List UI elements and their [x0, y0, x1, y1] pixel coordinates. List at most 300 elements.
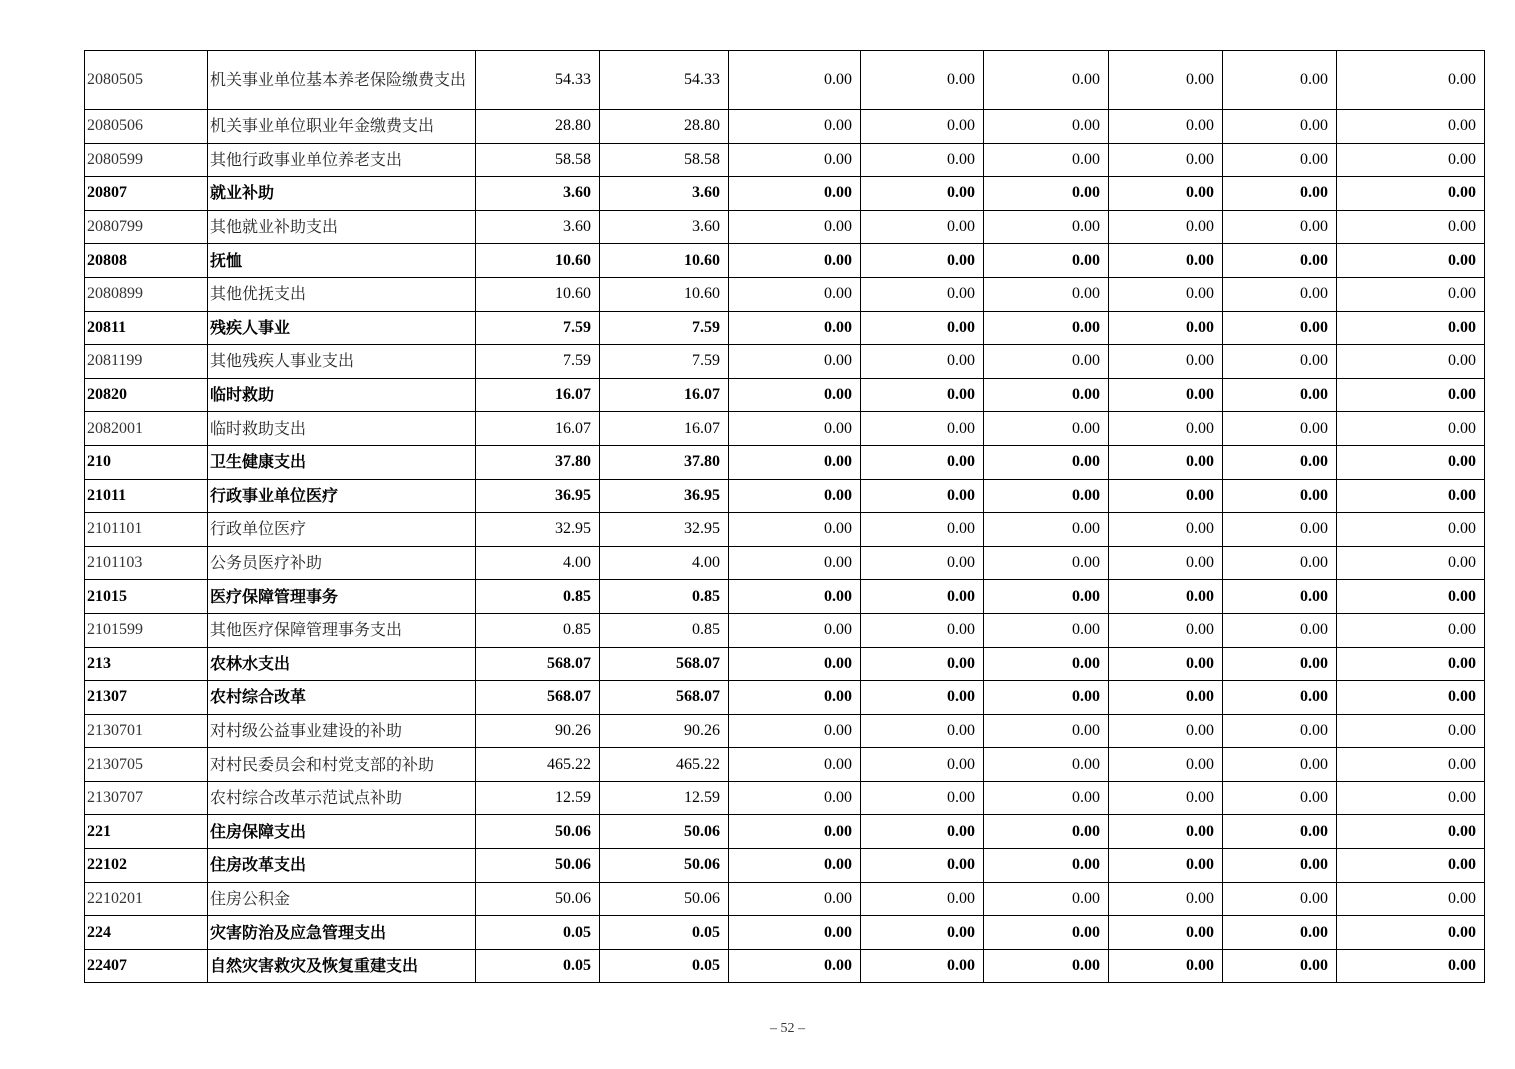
amount-cell: 0.00 — [1109, 546, 1223, 580]
amount-cell: 0.00 — [1337, 815, 1485, 849]
subject-code-cell: 20807 — [85, 177, 208, 211]
subject-code-cell: 213 — [85, 647, 208, 681]
amount-cell: 0.00 — [1337, 378, 1485, 412]
amount-cell: 0.00 — [729, 647, 861, 681]
table-row — [85, 143, 1485, 177]
amount-cell: 0.00 — [861, 445, 984, 479]
amount-cell: 10.60 — [600, 244, 729, 278]
amount-cell: 0.00 — [984, 546, 1109, 580]
amount-cell: 0.00 — [1109, 781, 1223, 815]
subject-name-cell: 机关事业单位基本养老保险缴费支出 — [208, 51, 476, 110]
table-row — [85, 177, 1485, 211]
amount-cell: 0.00 — [1109, 748, 1223, 782]
amount-cell: 0.00 — [1109, 815, 1223, 849]
amount-cell: 0.00 — [1337, 143, 1485, 177]
amount-cell: 10.60 — [600, 277, 729, 311]
amount-cell: 0.05 — [600, 949, 729, 983]
amount-cell: 7.59 — [600, 311, 729, 345]
amount-cell: 0.00 — [729, 311, 861, 345]
amount-cell: 0.00 — [984, 815, 1109, 849]
amount-cell: 0.00 — [729, 613, 861, 647]
subject-name-cell: 对村级公益事业建设的补助 — [208, 714, 476, 748]
amount-cell: 0.00 — [861, 177, 984, 211]
amount-cell: 0.00 — [729, 244, 861, 278]
amount-cell: 0.00 — [861, 277, 984, 311]
amount-cell: 0.00 — [984, 647, 1109, 681]
amount-cell: 0.00 — [1223, 546, 1337, 580]
amount-cell: 10.60 — [476, 277, 600, 311]
subject-code-cell: 2080506 — [85, 110, 208, 144]
amount-cell: 0.05 — [476, 949, 600, 983]
amount-cell: 0.00 — [861, 949, 984, 983]
amount-cell: 0.00 — [1223, 916, 1337, 950]
amount-cell: 0.00 — [984, 143, 1109, 177]
amount-cell: 0.00 — [984, 445, 1109, 479]
amount-cell: 3.60 — [600, 210, 729, 244]
subject-name-cell: 农林水支出 — [208, 647, 476, 681]
budget-table — [84, 50, 1485, 983]
amount-cell: 0.00 — [1223, 647, 1337, 681]
amount-cell: 0.00 — [1337, 311, 1485, 345]
amount-cell: 16.07 — [600, 378, 729, 412]
subject-code-cell: 2130705 — [85, 748, 208, 782]
amount-cell: 0.00 — [1223, 479, 1337, 513]
amount-cell: 54.33 — [476, 51, 600, 110]
amount-cell: 54.33 — [600, 51, 729, 110]
amount-cell: 0.00 — [984, 513, 1109, 547]
amount-cell: 0.00 — [729, 479, 861, 513]
amount-cell: 50.06 — [600, 882, 729, 916]
subject-name-cell: 其他优抚支出 — [208, 277, 476, 311]
amount-cell: 50.06 — [476, 815, 600, 849]
subject-name-cell: 其他残疾人事业支出 — [208, 345, 476, 379]
amount-cell: 0.00 — [1337, 513, 1485, 547]
amount-cell: 0.00 — [729, 277, 861, 311]
amount-cell: 0.00 — [1109, 714, 1223, 748]
subject-name-cell: 农村综合改革 — [208, 681, 476, 715]
amount-cell: 0.00 — [861, 681, 984, 715]
amount-cell: 0.00 — [861, 244, 984, 278]
amount-cell: 0.00 — [861, 311, 984, 345]
amount-cell: 0.00 — [984, 882, 1109, 916]
amount-cell: 0.00 — [1223, 949, 1337, 983]
amount-cell: 0.00 — [984, 849, 1109, 883]
subject-code-cell: 2081199 — [85, 345, 208, 379]
subject-code-cell: 21015 — [85, 580, 208, 614]
amount-cell: 0.00 — [984, 277, 1109, 311]
amount-cell: 0.00 — [984, 311, 1109, 345]
amount-cell: 0.00 — [861, 916, 984, 950]
amount-cell: 0.00 — [861, 110, 984, 144]
amount-cell: 0.00 — [861, 748, 984, 782]
amount-cell: 58.58 — [600, 143, 729, 177]
amount-cell: 0.00 — [1223, 681, 1337, 715]
amount-cell: 0.00 — [984, 748, 1109, 782]
subject-code-cell: 2080599 — [85, 143, 208, 177]
amount-cell: 0.00 — [861, 613, 984, 647]
amount-cell: 0.00 — [1109, 277, 1223, 311]
subject-code-cell: 20811 — [85, 311, 208, 345]
subject-name-cell: 医疗保障管理事务 — [208, 580, 476, 614]
amount-cell: 0.00 — [1337, 479, 1485, 513]
amount-cell: 0.00 — [984, 51, 1109, 110]
amount-cell: 0.00 — [984, 177, 1109, 211]
subject-code-cell: 2080899 — [85, 277, 208, 311]
amount-cell: 0.00 — [1337, 714, 1485, 748]
table-row — [85, 613, 1485, 647]
amount-cell: 50.06 — [476, 849, 600, 883]
amount-cell: 32.95 — [476, 513, 600, 547]
amount-cell: 0.00 — [861, 714, 984, 748]
amount-cell: 0.00 — [1223, 311, 1337, 345]
amount-cell: 3.60 — [476, 177, 600, 211]
amount-cell: 0.00 — [729, 412, 861, 446]
amount-cell: 0.00 — [1223, 143, 1337, 177]
amount-cell: 0.05 — [476, 916, 600, 950]
amount-cell: 0.00 — [1223, 815, 1337, 849]
amount-cell: 0.00 — [1109, 647, 1223, 681]
amount-cell: 0.00 — [1337, 210, 1485, 244]
amount-cell: 0.00 — [729, 513, 861, 547]
amount-cell: 0.85 — [600, 613, 729, 647]
amount-cell: 0.00 — [729, 110, 861, 144]
amount-cell: 12.59 — [600, 781, 729, 815]
subject-name-cell: 自然灾害救灾及恢复重建支出 — [208, 949, 476, 983]
amount-cell: 0.00 — [729, 681, 861, 715]
table-row — [85, 311, 1485, 345]
amount-cell: 0.00 — [1337, 849, 1485, 883]
amount-cell: 0.00 — [1223, 613, 1337, 647]
amount-cell: 0.00 — [1223, 244, 1337, 278]
amount-cell: 0.00 — [861, 849, 984, 883]
amount-cell: 0.00 — [1109, 244, 1223, 278]
amount-cell: 0.00 — [729, 378, 861, 412]
amount-cell: 50.06 — [600, 815, 729, 849]
table-row — [85, 412, 1485, 446]
amount-cell: 0.00 — [984, 345, 1109, 379]
amount-cell: 0.00 — [1337, 580, 1485, 614]
table-row — [85, 916, 1485, 950]
amount-cell: 0.00 — [1109, 378, 1223, 412]
table-row — [85, 882, 1485, 916]
amount-cell: 0.00 — [1109, 916, 1223, 950]
subject-name-cell: 临时救助 — [208, 378, 476, 412]
table-row — [85, 714, 1485, 748]
amount-cell: 0.85 — [476, 580, 600, 614]
subject-name-cell: 住房保障支出 — [208, 815, 476, 849]
amount-cell: 0.00 — [1223, 849, 1337, 883]
amount-cell: 3.60 — [476, 210, 600, 244]
amount-cell: 0.00 — [1223, 580, 1337, 614]
amount-cell: 0.00 — [729, 580, 861, 614]
amount-cell: 0.00 — [1223, 110, 1337, 144]
amount-cell: 0.00 — [984, 412, 1109, 446]
amount-cell: 465.22 — [600, 748, 729, 782]
amount-cell: 0.00 — [729, 815, 861, 849]
page-number: – 52 – — [770, 1021, 805, 1036]
amount-cell: 0.00 — [1223, 210, 1337, 244]
subject-code-cell: 224 — [85, 916, 208, 950]
amount-cell: 16.07 — [476, 378, 600, 412]
amount-cell: 0.00 — [729, 51, 861, 110]
amount-cell: 0.00 — [1337, 949, 1485, 983]
subject-name-cell: 灾害防治及应急管理支出 — [208, 916, 476, 950]
amount-cell: 0.00 — [729, 546, 861, 580]
amount-cell: 0.00 — [729, 143, 861, 177]
amount-cell: 0.00 — [1337, 916, 1485, 950]
amount-cell: 0.00 — [1337, 277, 1485, 311]
amount-cell: 0.00 — [729, 916, 861, 950]
amount-cell: 0.00 — [729, 177, 861, 211]
table-row — [85, 513, 1485, 547]
amount-cell: 90.26 — [600, 714, 729, 748]
amount-cell: 0.00 — [1109, 949, 1223, 983]
table-row — [85, 815, 1485, 849]
amount-cell: 0.00 — [861, 513, 984, 547]
subject-name-cell: 临时救助支出 — [208, 412, 476, 446]
table-row — [85, 277, 1485, 311]
amount-cell: 0.00 — [984, 681, 1109, 715]
amount-cell: 0.00 — [729, 445, 861, 479]
table-row — [85, 51, 1485, 110]
table-row — [85, 210, 1485, 244]
subject-code-cell: 22407 — [85, 949, 208, 983]
table-row — [85, 345, 1485, 379]
amount-cell: 10.60 — [476, 244, 600, 278]
amount-cell: 0.00 — [729, 714, 861, 748]
table-row — [85, 748, 1485, 782]
amount-cell: 0.00 — [861, 51, 984, 110]
amount-cell: 37.80 — [476, 445, 600, 479]
amount-cell: 0.00 — [729, 345, 861, 379]
amount-cell: 0.00 — [1337, 647, 1485, 681]
table-row — [85, 244, 1485, 278]
amount-cell: 0.00 — [861, 479, 984, 513]
amount-cell: 0.00 — [1223, 513, 1337, 547]
table-row — [85, 647, 1485, 681]
table-row — [85, 445, 1485, 479]
amount-cell: 0.00 — [1337, 546, 1485, 580]
table-row — [85, 781, 1485, 815]
amount-cell: 32.95 — [600, 513, 729, 547]
subject-code-cell: 22102 — [85, 849, 208, 883]
amount-cell: 0.00 — [1337, 882, 1485, 916]
table-row — [85, 681, 1485, 715]
amount-cell: 0.00 — [1337, 177, 1485, 211]
amount-cell: 0.05 — [600, 916, 729, 950]
table-row — [85, 546, 1485, 580]
subject-code-cell: 2210201 — [85, 882, 208, 916]
subject-name-cell: 机关事业单位职业年金缴费支出 — [208, 110, 476, 144]
amount-cell: 0.00 — [861, 781, 984, 815]
subject-code-cell: 2101101 — [85, 513, 208, 547]
amount-cell: 0.00 — [1109, 479, 1223, 513]
subject-code-cell: 2101103 — [85, 546, 208, 580]
subject-name-cell: 其他医疗保障管理事务支出 — [208, 613, 476, 647]
subject-name-cell: 农村综合改革示范试点补助 — [208, 781, 476, 815]
subject-name-cell: 卫生健康支出 — [208, 445, 476, 479]
subject-code-cell: 2101599 — [85, 613, 208, 647]
amount-cell: 0.00 — [1109, 513, 1223, 547]
amount-cell: 3.60 — [600, 177, 729, 211]
amount-cell: 0.85 — [476, 613, 600, 647]
amount-cell: 28.80 — [476, 110, 600, 144]
amount-cell: 58.58 — [476, 143, 600, 177]
amount-cell: 7.59 — [476, 311, 600, 345]
amount-cell: 0.00 — [1109, 143, 1223, 177]
amount-cell: 0.00 — [1109, 110, 1223, 144]
subject-code-cell: 2130707 — [85, 781, 208, 815]
amount-cell: 0.00 — [1223, 445, 1337, 479]
amount-cell: 0.00 — [984, 479, 1109, 513]
amount-cell: 0.00 — [1223, 748, 1337, 782]
amount-cell: 0.00 — [861, 345, 984, 379]
table-row — [85, 849, 1485, 883]
subject-code-cell: 21011 — [85, 479, 208, 513]
amount-cell: 0.00 — [1223, 378, 1337, 412]
amount-cell: 0.00 — [861, 580, 984, 614]
amount-cell: 0.00 — [984, 378, 1109, 412]
amount-cell: 37.80 — [600, 445, 729, 479]
amount-cell: 0.00 — [1109, 311, 1223, 345]
subject-name-cell: 住房公积金 — [208, 882, 476, 916]
amount-cell: 0.00 — [984, 613, 1109, 647]
amount-cell: 0.00 — [1223, 51, 1337, 110]
table-row — [85, 949, 1485, 983]
subject-code-cell: 2080505 — [85, 51, 208, 110]
subject-code-cell: 221 — [85, 815, 208, 849]
amount-cell: 0.00 — [729, 882, 861, 916]
amount-cell: 0.00 — [1109, 51, 1223, 110]
amount-cell: 0.00 — [1109, 849, 1223, 883]
subject-name-cell: 行政单位医疗 — [208, 513, 476, 547]
amount-cell: 0.00 — [1223, 177, 1337, 211]
table-row — [85, 580, 1485, 614]
amount-cell: 0.00 — [1109, 177, 1223, 211]
amount-cell: 28.80 — [600, 110, 729, 144]
amount-cell: 7.59 — [476, 345, 600, 379]
amount-cell: 0.00 — [1337, 51, 1485, 110]
amount-cell: 0.00 — [1109, 345, 1223, 379]
amount-cell: 50.06 — [600, 849, 729, 883]
amount-cell: 0.00 — [984, 781, 1109, 815]
amount-cell: 465.22 — [476, 748, 600, 782]
amount-cell: 0.00 — [1223, 412, 1337, 446]
amount-cell: 0.00 — [1337, 244, 1485, 278]
amount-cell: 12.59 — [476, 781, 600, 815]
subject-code-cell: 21307 — [85, 681, 208, 715]
subject-code-cell: 2130701 — [85, 714, 208, 748]
amount-cell: 4.00 — [476, 546, 600, 580]
amount-cell: 0.00 — [1337, 613, 1485, 647]
amount-cell: 0.00 — [729, 210, 861, 244]
amount-cell: 0.00 — [861, 546, 984, 580]
amount-cell: 0.00 — [1337, 412, 1485, 446]
amount-cell: 0.00 — [1337, 748, 1485, 782]
subject-code-cell: 210 — [85, 445, 208, 479]
amount-cell: 0.00 — [1223, 345, 1337, 379]
amount-cell: 0.00 — [1337, 681, 1485, 715]
amount-cell: 568.07 — [476, 681, 600, 715]
amount-cell: 0.00 — [1109, 882, 1223, 916]
amount-cell: 0.00 — [984, 714, 1109, 748]
subject-code-cell: 20808 — [85, 244, 208, 278]
amount-cell: 0.00 — [984, 210, 1109, 244]
amount-cell: 50.06 — [476, 882, 600, 916]
amount-cell: 0.00 — [1223, 277, 1337, 311]
subject-name-cell: 其他行政事业单位养老支出 — [208, 143, 476, 177]
subject-name-cell: 就业补助 — [208, 177, 476, 211]
amount-cell: 0.00 — [1223, 781, 1337, 815]
amount-cell: 90.26 — [476, 714, 600, 748]
amount-cell: 0.00 — [1223, 882, 1337, 916]
subject-code-cell: 20820 — [85, 378, 208, 412]
table-row — [85, 110, 1485, 144]
amount-cell: 0.00 — [861, 412, 984, 446]
subject-name-cell: 对村民委员会和村党支部的补助 — [208, 748, 476, 782]
amount-cell: 36.95 — [600, 479, 729, 513]
amount-cell: 0.00 — [1337, 781, 1485, 815]
amount-cell: 0.00 — [861, 210, 984, 244]
amount-cell: 0.00 — [729, 748, 861, 782]
amount-cell: 0.00 — [861, 882, 984, 916]
amount-cell: 4.00 — [600, 546, 729, 580]
amount-cell: 568.07 — [476, 647, 600, 681]
subject-code-cell: 2082001 — [85, 412, 208, 446]
subject-name-cell: 住房改革支出 — [208, 849, 476, 883]
amount-cell: 0.00 — [729, 781, 861, 815]
amount-cell: 0.00 — [1109, 445, 1223, 479]
amount-cell: 0.00 — [729, 849, 861, 883]
amount-cell: 0.00 — [1337, 110, 1485, 144]
subject-name-cell: 残疾人事业 — [208, 311, 476, 345]
amount-cell: 0.00 — [861, 815, 984, 849]
amount-cell: 0.00 — [861, 647, 984, 681]
amount-cell: 36.95 — [476, 479, 600, 513]
amount-cell: 0.00 — [861, 378, 984, 412]
amount-cell: 0.00 — [1109, 580, 1223, 614]
amount-cell: 7.59 — [600, 345, 729, 379]
amount-cell: 0.00 — [984, 949, 1109, 983]
amount-cell: 568.07 — [600, 647, 729, 681]
amount-cell: 0.00 — [1337, 445, 1485, 479]
amount-cell: 0.00 — [1223, 714, 1337, 748]
table-body — [85, 51, 1485, 983]
subject-name-cell: 行政事业单位医疗 — [208, 479, 476, 513]
amount-cell: 16.07 — [600, 412, 729, 446]
amount-cell: 0.00 — [729, 949, 861, 983]
subject-code-cell: 2080799 — [85, 210, 208, 244]
amount-cell: 0.00 — [1337, 345, 1485, 379]
amount-cell: 0.00 — [861, 143, 984, 177]
table-row — [85, 479, 1485, 513]
amount-cell: 16.07 — [476, 412, 600, 446]
amount-cell: 0.00 — [1109, 613, 1223, 647]
amount-cell: 0.00 — [984, 110, 1109, 144]
amount-cell: 0.00 — [1109, 681, 1223, 715]
subject-name-cell: 其他就业补助支出 — [208, 210, 476, 244]
amount-cell: 0.00 — [1109, 210, 1223, 244]
amount-cell: 568.07 — [600, 681, 729, 715]
subject-name-cell: 公务员医疗补助 — [208, 546, 476, 580]
amount-cell: 0.00 — [984, 244, 1109, 278]
subject-name-cell: 抚恤 — [208, 244, 476, 278]
table-row — [85, 378, 1485, 412]
amount-cell: 0.85 — [600, 580, 729, 614]
amount-cell: 0.00 — [1109, 412, 1223, 446]
amount-cell: 0.00 — [984, 580, 1109, 614]
amount-cell: 0.00 — [984, 916, 1109, 950]
